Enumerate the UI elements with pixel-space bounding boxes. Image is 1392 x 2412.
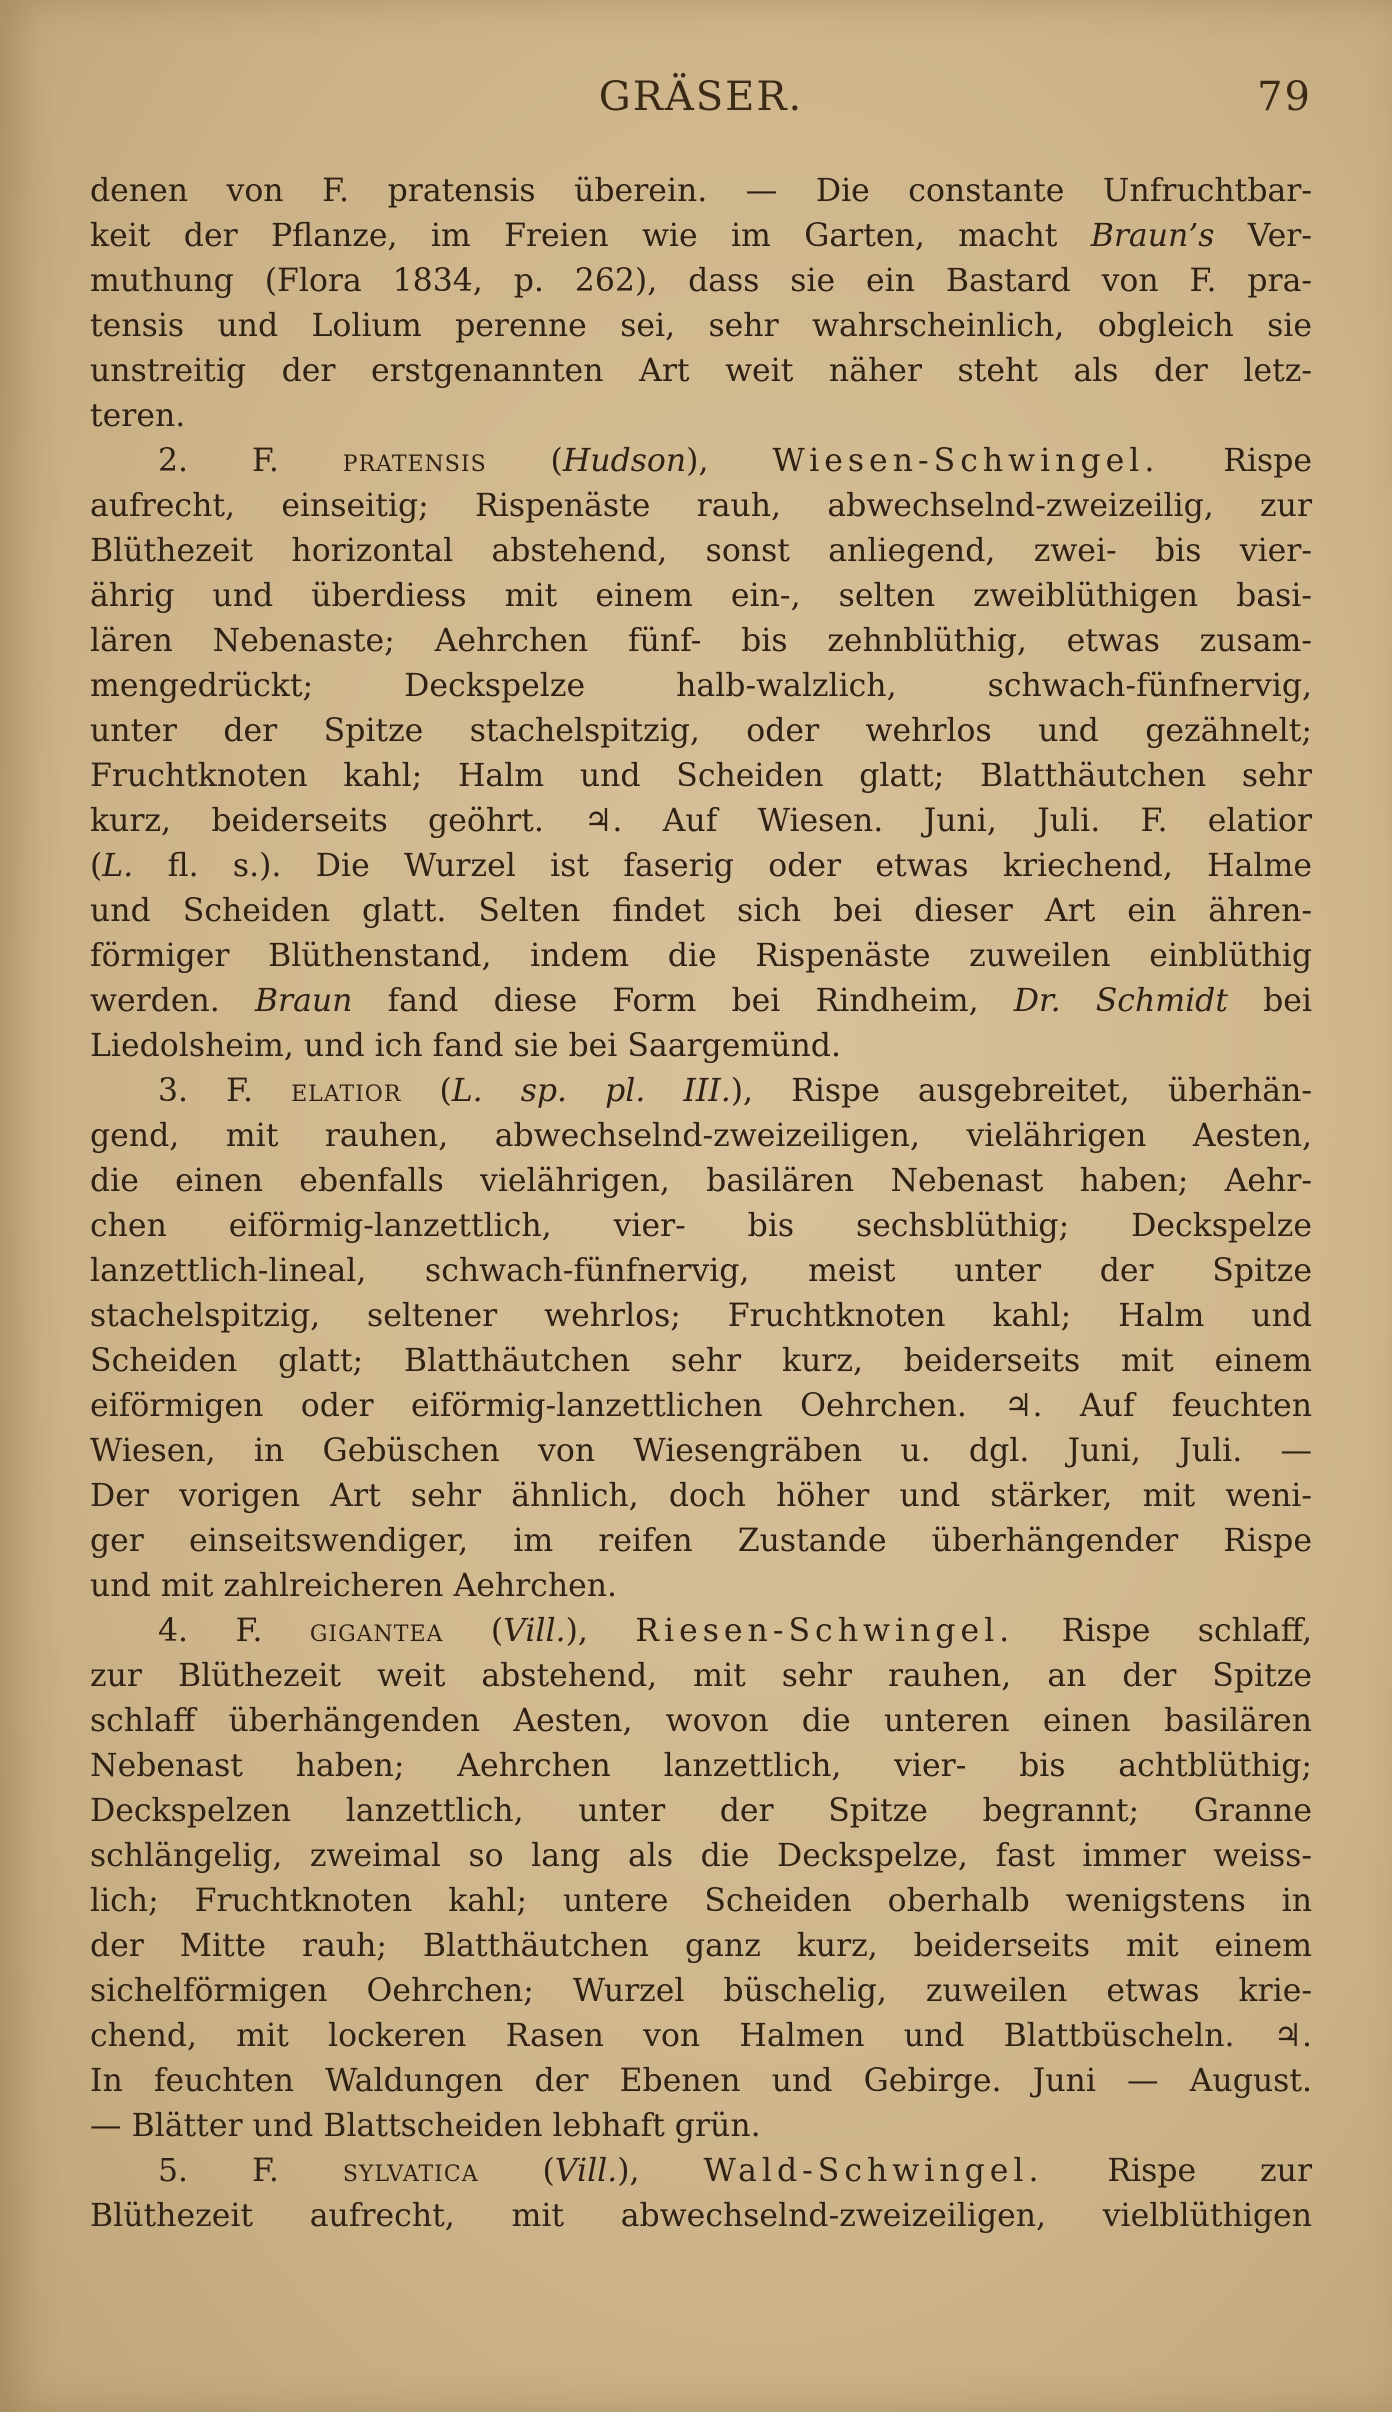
- text-line: unter der Spitze stachelspitzig, oder wehrlos und gezähnelt;: [90, 713, 1312, 749]
- text-line: tensis und Lolium perenne sei, sehr wahrscheinlich, obgleich sie: [90, 308, 1312, 344]
- section-title: GRÄSER.: [598, 74, 804, 120]
- text-line: mengedrückt; Deckspelze halb-walzlich, schwach-fünfnervig,: [90, 668, 1312, 704]
- text-line: stachelspitzig, seltener wehrlos; Fruchtknoten kahl; Halm und: [90, 1298, 1312, 1334]
- text-line: — Blätter und Blattscheiden lebhaft grün.: [90, 2108, 761, 2144]
- text-line: förmiger Blüthenstand, indem die Rispenäste zuweilen einblüthig: [90, 938, 1312, 974]
- text-line: chend, mit lockeren Rasen von Halmen und Blattbüscheln. ♃.: [90, 2018, 1312, 2054]
- running-header: [90, 74, 1312, 134]
- text-line: (L. fl. s.). Die Wurzel ist faserig oder etwas kriechend, Halme: [90, 848, 1312, 884]
- text-line: Blüthezeit horizontal abstehend, sonst anliegend, zwei- bis vier-: [90, 533, 1312, 569]
- text-line: gend, mit rauhen, abwechselnd-zweizeiligen, vielährigen Aesten,: [90, 1118, 1312, 1154]
- text-line: Scheiden glatt; Blatthäutchen sehr kurz, beiderseits mit einem: [90, 1343, 1312, 1379]
- text-line: zur Blüthezeit weit abstehend, mit sehr rauhen, an der Spitze: [90, 1658, 1312, 1694]
- text-line: und Scheiden glatt. Selten findet sich bei dieser Art ein ähren-: [90, 893, 1312, 929]
- text-line: In feuchten Waldungen der Ebenen und Gebirge. Juni — August.: [90, 2063, 1312, 2099]
- text-line: eiförmigen oder eiförmig-lanzettlichen Oehrchen. ♃. Auf feuchten: [90, 1388, 1312, 1424]
- text-line: unstreitig der erstgenannten Art weit näher steht als der letz-: [90, 353, 1312, 389]
- text-line: schlängelig, zweimal so lang als die Deckspelze, fast immer weiss-: [90, 1838, 1312, 1874]
- text-line: aufrecht, einseitig; Rispenäste rauh, abwechselnd-zweizeilig, zur: [90, 488, 1312, 524]
- text-line: kurz, beiderseits geöhrt. ♃. Auf Wiesen. Juni, Juli. F. elatior: [90, 803, 1312, 839]
- text-line: und mit zahlreicheren Aehrchen.: [90, 1568, 618, 1604]
- page-number: 79: [1257, 74, 1312, 120]
- entry-heading-line: 2. F. pratensis (Hudson), Wiesen-Schwingel. Rispe: [158, 443, 1312, 479]
- text-line: ger einseitswendiger, im reifen Zustande überhängender Rispe: [90, 1523, 1312, 1559]
- text-line: die einen ebenfalls vielährigen, basilären Nebenast haben; Aehr-: [90, 1163, 1312, 1199]
- entry-heading-line: 4. F. gigantea (Vill.), Riesen-Schwingel. Rispe schlaff,: [158, 1613, 1312, 1649]
- text-line: teren.: [90, 398, 186, 434]
- text-line: Wiesen, in Gebüschen von Wiesengräben u. dgl. Juni, Juli. —: [90, 1433, 1312, 1469]
- text-line: lären Nebenaste; Aehrchen fünf- bis zehnblüthig, etwas zusam-: [90, 623, 1312, 659]
- text-line: Fruchtknoten kahl; Halm und Scheiden glatt; Blatthäutchen sehr: [90, 758, 1312, 794]
- text-line: keit der Pflanze, im Freien wie im Garten, macht Braun’s Ver-: [90, 218, 1312, 254]
- text-line: der Mitte rauh; Blatthäutchen ganz kurz, beiderseits mit einem: [90, 1928, 1312, 1964]
- text-line: werden. Braun fand diese Form bei Rindheim, Dr. Schmidt bei: [90, 983, 1313, 1019]
- text-line: sichelförmigen Oehrchen; Wurzel büschelig, zuweilen etwas krie-: [90, 1973, 1312, 2009]
- text-line: Blüthezeit aufrecht, mit abwechselnd-zweizeiligen, vielblüthigen: [90, 2198, 1312, 2234]
- text-line: schlaff überhängenden Aesten, wovon die unteren einen basilären: [90, 1703, 1312, 1739]
- text-line: Liedolsheim, und ich fand sie bei Saargemünd.: [90, 1028, 841, 1064]
- text-line: ährig und überdiess mit einem ein-, selten zweiblüthigen basi-: [90, 578, 1312, 614]
- text-line: chen eiförmig-lanzettlich, vier- bis sechsblüthig; Deckspelze: [90, 1208, 1312, 1244]
- text-line: lanzettlich-lineal, schwach-fünfnervig, meist unter der Spitze: [90, 1253, 1312, 1289]
- text-line: Nebenast haben; Aehrchen lanzettlich, vier- bis achtblüthig;: [90, 1748, 1312, 1784]
- text-line: lich; Fruchtknoten kahl; untere Scheiden oberhalb wenigstens in: [90, 1883, 1312, 1919]
- text-line: Der vorigen Art sehr ähnlich, doch höher und stärker, mit weni-: [90, 1478, 1312, 1514]
- entry-heading-line: 5. F. sylvatica (Vill.), Wald-Schwingel. Rispe zur: [158, 2153, 1312, 2189]
- text-line: muthung (Flora 1834, p. 262), dass sie ein Bastard von F. pra-: [90, 263, 1312, 299]
- entry-heading-line: 3. F. elatior (L. sp. pl. III.), Rispe ausgebreitet, überhän-: [158, 1073, 1313, 1109]
- text-line: denen von F. pratensis überein. — Die constante Unfruchtbar-: [90, 173, 1312, 209]
- text-line: Deckspelzen lanzettlich, unter der Spitze begrannt; Granne: [90, 1793, 1312, 1829]
